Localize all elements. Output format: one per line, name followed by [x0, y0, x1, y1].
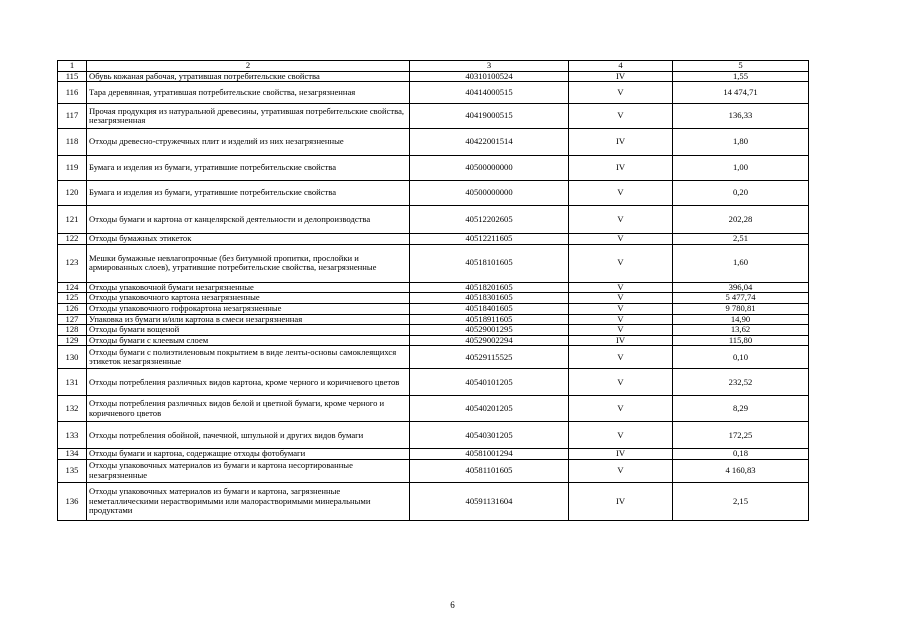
row-number-cell: 118	[58, 129, 87, 156]
table-row	[58, 369, 809, 396]
hazard-class-cell: V	[569, 244, 673, 282]
fkko-code-cell: 40310100524	[410, 71, 569, 82]
row-number-cell: 119	[58, 156, 87, 181]
fkko-code-cell: 40422001514	[410, 129, 569, 156]
hazard-class-cell: IV	[569, 482, 673, 520]
row-number-cell: 116	[58, 82, 87, 104]
waste-name-cell: Отходы упаковочных материалов из бумаги и картона несортированные незагрязненные	[87, 459, 410, 482]
fkko-code-cell: 40518911605	[410, 314, 569, 325]
waste-name-cell: Упаковка из бумаги и/или картона в смеси незагрязненная	[87, 314, 410, 325]
amount-cell: 14,90	[673, 314, 809, 325]
table-row	[58, 104, 809, 129]
waste-table	[57, 60, 809, 521]
page-number: 6	[450, 600, 455, 610]
waste-name-cell: Мешки бумажные невлагопрочные (без битумной пропитки, прослойки и армированных слоев), утратившие потребительские свойства, незагрязненные	[87, 244, 410, 282]
amount-cell: 9 780,81	[673, 303, 809, 314]
fkko-code-cell: 40518101605	[410, 244, 569, 282]
row-number-cell: 132	[58, 396, 87, 422]
amount-cell: 4 160,83	[673, 459, 809, 482]
amount-cell: 1,80	[673, 129, 809, 156]
hazard-class-cell: V	[569, 396, 673, 422]
amount-cell: 115,80	[673, 335, 809, 346]
amount-cell: 0,20	[673, 181, 809, 206]
row-number-cell: 126	[58, 303, 87, 314]
table-header-row	[58, 61, 809, 72]
fkko-code-cell: 40518301605	[410, 293, 569, 304]
hazard-class-cell: V	[569, 346, 673, 369]
row-number-cell: 117	[58, 104, 87, 129]
fkko-code-cell: 40540101205	[410, 369, 569, 396]
fkko-code-cell: 40540301205	[410, 422, 569, 449]
amount-cell: 2,15	[673, 482, 809, 520]
row-number-cell: 120	[58, 181, 87, 206]
fkko-code-cell: 40581101605	[410, 459, 569, 482]
table-row	[58, 206, 809, 234]
table-row	[58, 303, 809, 314]
fkko-code-cell: 40512202605	[410, 206, 569, 234]
row-number-cell: 122	[58, 234, 87, 245]
hazard-class-cell: V	[569, 282, 673, 293]
row-number-cell: 136	[58, 482, 87, 520]
hazard-class-cell: V	[569, 303, 673, 314]
hazard-class-cell: V	[569, 369, 673, 396]
table-row	[58, 325, 809, 336]
fkko-code-cell: 40500000000	[410, 181, 569, 206]
row-number-cell: 123	[58, 244, 87, 282]
hazard-class-cell: V	[569, 314, 673, 325]
hazard-class-cell: V	[569, 234, 673, 245]
amount-cell: 14 474,71	[673, 82, 809, 104]
waste-name-cell: Отходы упаковочных материалов из бумаги и картона, загрязненные неметаллическими нерастворимыми или малорастворимыми минеральными продуктами	[87, 482, 410, 520]
waste-name-cell: Тара деревянная, утратившая потребительские свойства, незагрязненная	[87, 82, 410, 104]
waste-name-cell: Отходы потребления различных видов картона, кроме черного и коричневого цветов	[87, 369, 410, 396]
hazard-class-cell: IV	[569, 335, 673, 346]
amount-cell: 172,25	[673, 422, 809, 449]
table-row	[58, 293, 809, 304]
waste-name-cell: Отходы древесно-стружечных плит и изделий из них незагрязненные	[87, 129, 410, 156]
fkko-code-cell: 40518201605	[410, 282, 569, 293]
hazard-class-cell: V	[569, 206, 673, 234]
fkko-code-cell: 40540201205	[410, 396, 569, 422]
fkko-code-cell: 40581001294	[410, 449, 569, 460]
table-row	[58, 335, 809, 346]
fkko-code-cell: 40529002294	[410, 335, 569, 346]
amount-cell: 2,51	[673, 234, 809, 245]
row-number-cell: 128	[58, 325, 87, 336]
fkko-code-cell: 40591131604	[410, 482, 569, 520]
fkko-code-cell: 40419000515	[410, 104, 569, 129]
waste-name-cell: Отходы бумаги с полиэтиленовым покрытием в виде ленты-основы самоклеящихся этикеток незагрязненные	[87, 346, 410, 369]
hazard-class-cell: V	[569, 82, 673, 104]
hazard-class-cell: V	[569, 422, 673, 449]
amount-cell: 1,00	[673, 156, 809, 181]
hazard-class-cell: IV	[569, 129, 673, 156]
table-row	[58, 396, 809, 422]
fkko-code-cell: 40500000000	[410, 156, 569, 181]
waste-name-cell: Отходы потребления обойной, пачечной, шпульной и других видов бумаги	[87, 422, 410, 449]
waste-name-cell: Отходы бумажных этикеток	[87, 234, 410, 245]
table-row	[58, 71, 809, 82]
fkko-code-cell: 40529001295	[410, 325, 569, 336]
hazard-class-cell: V	[569, 459, 673, 482]
amount-cell: 396,04	[673, 282, 809, 293]
table-row	[58, 282, 809, 293]
amount-cell: 5 477,74	[673, 293, 809, 304]
amount-cell: 0,18	[673, 449, 809, 460]
fkko-code-cell: 40512211605	[410, 234, 569, 245]
amount-cell: 1,55	[673, 71, 809, 82]
hazard-class-cell: V	[569, 325, 673, 336]
table-row	[58, 244, 809, 282]
waste-name-cell: Бумага и изделия из бумаги, утратившие потребительские свойства	[87, 181, 410, 206]
amount-cell: 13,62	[673, 325, 809, 336]
fkko-code-cell: 40518401605	[410, 303, 569, 314]
waste-name-cell: Отходы бумаги и картона, содержащие отходы фотобумаги	[87, 449, 410, 460]
table-row	[58, 156, 809, 181]
amount-cell: 0,10	[673, 346, 809, 369]
table-row	[58, 314, 809, 325]
row-number-cell: 130	[58, 346, 87, 369]
row-number-cell: 121	[58, 206, 87, 234]
table-row	[58, 346, 809, 369]
waste-name-cell: Отходы упаковочного гофрокартона незагрязненные	[87, 303, 410, 314]
amount-cell: 136,33	[673, 104, 809, 129]
table-row	[58, 449, 809, 460]
row-number-cell: 124	[58, 282, 87, 293]
waste-name-cell: Отходы упаковочной бумаги незагрязненные	[87, 282, 410, 293]
row-number-cell: 127	[58, 314, 87, 325]
amount-cell: 232,52	[673, 369, 809, 396]
waste-name-cell: Отходы бумаги с клеевым слоем	[87, 335, 410, 346]
waste-name-cell: Прочая продукция из натуральной древесины, утратившая потребительские свойства, незагрязненная	[87, 104, 410, 129]
row-number-cell: 131	[58, 369, 87, 396]
table-row	[58, 181, 809, 206]
header-cell: 1	[58, 61, 87, 72]
header-cell: 3	[410, 61, 569, 72]
hazard-class-cell: IV	[569, 71, 673, 82]
amount-cell: 1,60	[673, 244, 809, 282]
row-number-cell: 115	[58, 71, 87, 82]
row-number-cell: 125	[58, 293, 87, 304]
table-row	[58, 482, 809, 520]
hazard-class-cell: V	[569, 104, 673, 129]
waste-name-cell: Отходы упаковочного картона незагрязненные	[87, 293, 410, 304]
hazard-class-cell: IV	[569, 156, 673, 181]
table-row	[58, 459, 809, 482]
hazard-class-cell: IV	[569, 449, 673, 460]
header-cell: 5	[673, 61, 809, 72]
row-number-cell: 135	[58, 459, 87, 482]
waste-name-cell: Отходы бумаги и картона от канцелярской деятельности и делопроизводства	[87, 206, 410, 234]
waste-name-cell: Обувь кожаная рабочая, утратившая потребительские свойства	[87, 71, 410, 82]
amount-cell: 202,28	[673, 206, 809, 234]
hazard-class-cell: V	[569, 293, 673, 304]
waste-name-cell: Отходы потребления различных видов белой и цветной бумаги, кроме черного и коричневого цветов	[87, 396, 410, 422]
fkko-code-cell: 40414000515	[410, 82, 569, 104]
waste-name-cell: Отходы бумаги вощеной	[87, 325, 410, 336]
header-cell: 4	[569, 61, 673, 72]
fkko-code-cell: 40529115525	[410, 346, 569, 369]
amount-cell: 8,29	[673, 396, 809, 422]
table-row	[58, 82, 809, 104]
table-row	[58, 129, 809, 156]
table-row	[58, 234, 809, 245]
waste-name-cell: Бумага и изделия из бумаги, утратившие потребительские свойства	[87, 156, 410, 181]
row-number-cell: 133	[58, 422, 87, 449]
header-cell: 2	[87, 61, 410, 72]
table-row	[58, 422, 809, 449]
hazard-class-cell: V	[569, 181, 673, 206]
row-number-cell: 129	[58, 335, 87, 346]
row-number-cell: 134	[58, 449, 87, 460]
